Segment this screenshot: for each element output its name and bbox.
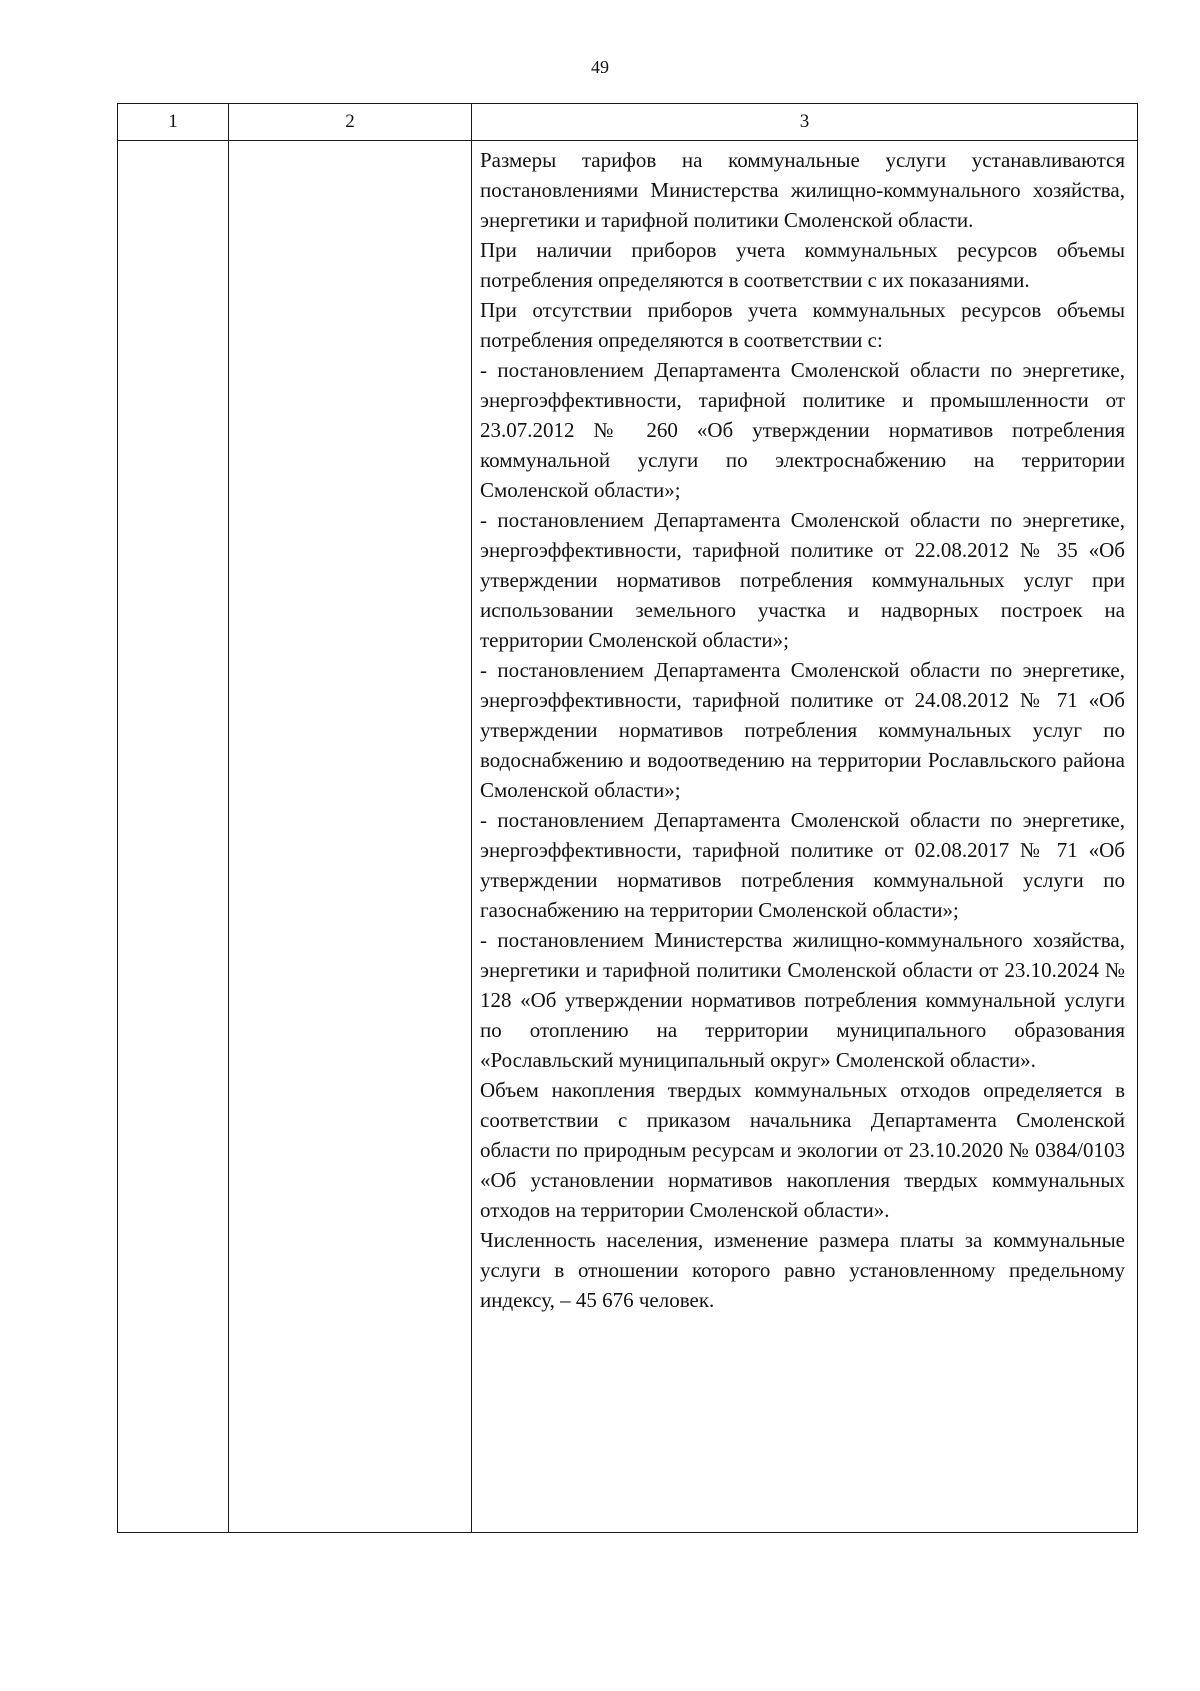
table-cell-col-1 bbox=[118, 141, 229, 1533]
table-header-row bbox=[118, 104, 1138, 141]
column-header-1: 1 bbox=[118, 104, 229, 141]
paragraph-with-meters: При наличии приборов учета коммунальных ресурсов объемы потребления определяются в соответствии с их показаниями. bbox=[480, 238, 1125, 292]
page-number: 49 bbox=[591, 57, 609, 77]
column-header-2: 2 bbox=[229, 104, 472, 141]
table-row bbox=[118, 141, 1138, 1533]
paragraph-resolution-gas: - постановлением Департамента Смоленской области по энергетике, энергоэффективности, тарифной политике от 02.08.2017 № 71 «Об утверждении нормативов потребления коммунальной услуги по газоснабжению на территории Смоленской области»; bbox=[480, 808, 1125, 922]
paragraph-without-meters: При отсутствии приборов учета коммунальных ресурсов объемы потребления определяются в соответствии с: bbox=[480, 298, 1125, 352]
paragraph-tariffs: Размеры тарифов на коммунальные услуги устанавливаются постановлениями Министерства жилищно-коммунального хозяйства, энергетики и тарифной политики Смоленской области. bbox=[480, 148, 1125, 232]
paragraph-resolution-electricity: - постановлением Департамента Смоленской области по энергетике, энергоэффективности, тарифной политике и промышленности от 23.07.2012 № 260 «Об утверждении нормативов потребления коммунальной услуги по электроснабжению на территории Смоленской области»; bbox=[480, 358, 1125, 502]
paragraph-population: Численность населения, изменение размера платы за коммунальные услуги в отношении которого равно установленному предельному индексу, – 45 676 человек. bbox=[480, 1228, 1125, 1312]
table-cell-col-2 bbox=[229, 141, 472, 1533]
table-cell-col-3 bbox=[472, 141, 1138, 1533]
paragraph-solid-waste: Объем накопления твердых коммунальных отходов определяется в соответствии с приказом начальника Департамента Смоленской области по природным ресурсам и экологии от 23.10.2020 № 0384/0103 «Об установлении нормативов накопления твердых коммунальных отходов на территории Смоленской области». bbox=[480, 1078, 1125, 1222]
paragraph-resolution-heating: - постановлением Министерства жилищно-коммунального хозяйства, энергетики и тарифной политики Смоленской области от 23.10.2024 № 128 «Об утверждении нормативов потребления коммунальной услуги по отоплению на территории муниципального образования «Рославльский муниципальный округ» Смоленской области». bbox=[480, 928, 1125, 1072]
document-table bbox=[117, 103, 1138, 1533]
column-header-3: 3 bbox=[472, 104, 1138, 141]
paragraph-resolution-land-plot: - постановлением Департамента Смоленской области по энергетике, энергоэффективности, тарифной политике от 22.08.2012 № 35 «Об утверждении нормативов потребления коммунальных услуг при использовании земельного участка и надворных построек на территории Смоленской области»; bbox=[480, 508, 1125, 652]
paragraph-resolution-water: - постановлением Департамента Смоленской области по энергетике, энергоэффективности, тарифной политике от 24.08.2012 № 71 «Об утверждении нормативов потребления коммунальных услуг по водоснабжению и водоотведению на территории Рославльского района Смоленской области»; bbox=[480, 658, 1125, 802]
